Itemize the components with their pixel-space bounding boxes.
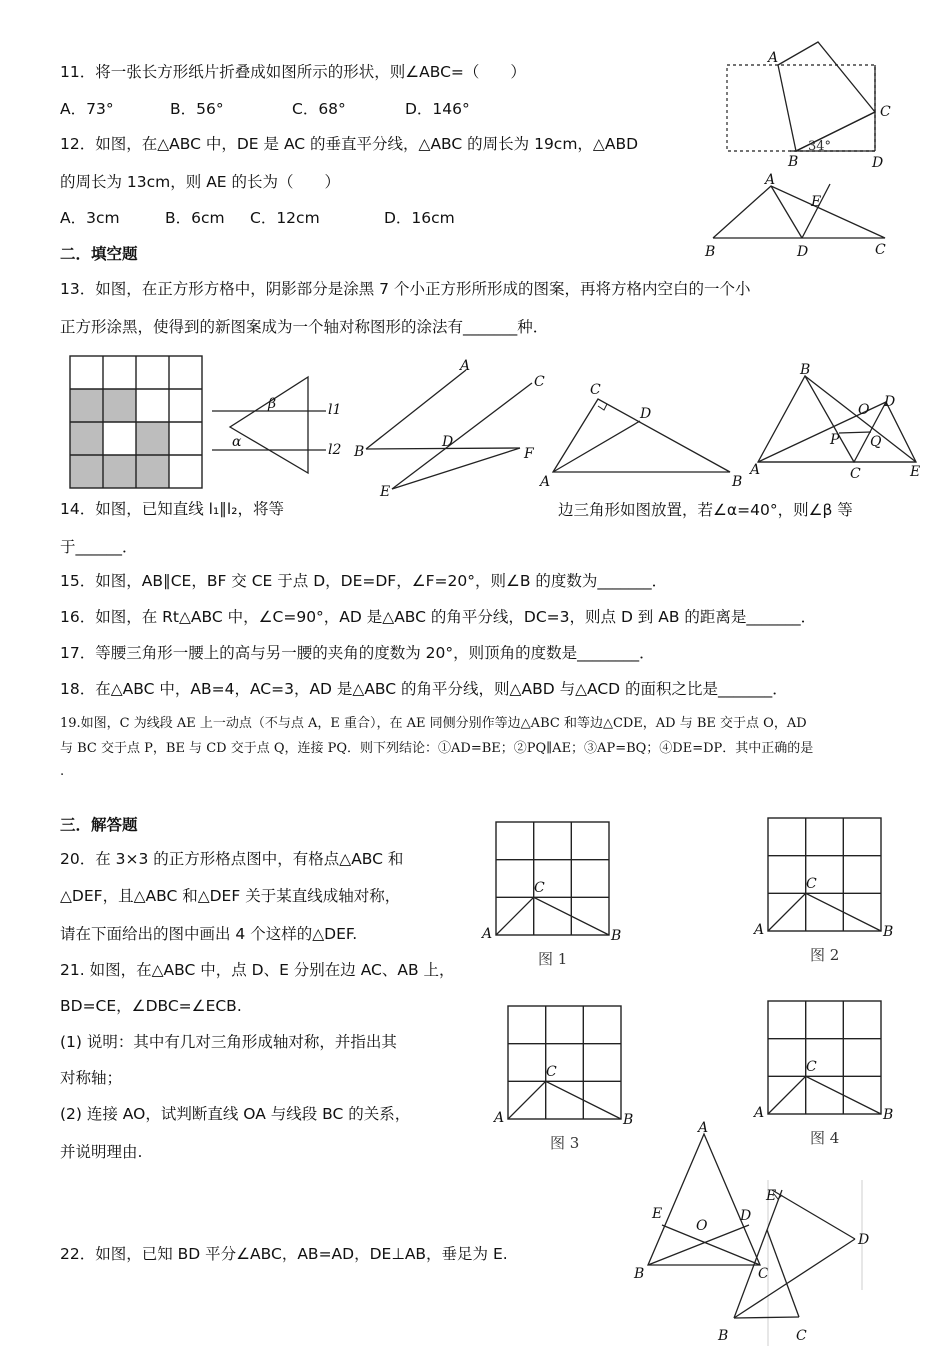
q22-label-e: E — [766, 1188, 777, 1204]
fold-label-a: A — [768, 50, 779, 66]
q22-figure — [712, 1180, 882, 1346]
q12-stem-line2: 的周长为 13cm，则 AE 的长为（ ） — [60, 173, 341, 191]
q21-label-b: B — [634, 1266, 645, 1282]
q14-label-alpha: α — [232, 434, 242, 450]
q14-stem-line2: 于______． — [60, 538, 138, 556]
q11-option-a: A．73° — [60, 100, 114, 118]
q22-stem: 22．如图，已知 BD 平分∠ABC，AB=AD，DE⊥AB，垂足为 E. — [60, 1245, 508, 1263]
q15-label-d: D — [442, 434, 454, 450]
fold-label-c: C — [880, 104, 891, 120]
grid4-label-a: A — [754, 1105, 765, 1121]
q19-label-b: B — [800, 362, 811, 378]
q22-label-c: C — [796, 1328, 807, 1344]
q21-part2-line2: 并说明理由. — [60, 1143, 143, 1161]
q21-part2-line1: (2) 连接 AO，试判断直线 OA 与线段 BC 的关系， — [60, 1105, 411, 1123]
q17-stem: 17．等腰三角形一腰上的高与另一腰的夹角的度数为 20°，则顶角的度数是________． — [60, 644, 655, 662]
q20-stem-line2: △DEF，且△ABC 和△DEF 关于某直线成轴对称， — [60, 887, 401, 905]
q19-label-c: C — [850, 466, 861, 482]
q19-label-p: P — [830, 432, 840, 448]
q15-label-a: A — [460, 358, 471, 374]
q21-label-o: O — [696, 1218, 708, 1234]
q19-equilateral-figure — [750, 362, 930, 482]
q16-stem: 16．如图，在 Rt△ABC 中，∠C=90°，AD 是△ABC 的角平分线，DC=3，则点 D 到 AB 的距离是_______． — [60, 608, 817, 626]
grid1-label-c: C — [534, 880, 545, 896]
q19-label-q: Q — [870, 434, 882, 450]
q14-stem-part2: 边三角形如图放置，若∠α=40°，则∠β 等 — [558, 501, 853, 519]
q11-fold-figure — [720, 40, 900, 170]
q12-option-c: C．12cm — [250, 209, 320, 227]
q21-label-e: E — [652, 1206, 663, 1222]
q19-label-o: O — [858, 402, 870, 418]
grid4-caption: 图 4 — [810, 1129, 840, 1147]
q12-stem-line1: 12．如图，在△ABC 中，DE 是 AC 的垂直平分线，△ABC 的周长为 19cm，△ABD — [60, 135, 639, 153]
q15-label-c: C — [534, 374, 545, 390]
q19-label-a: A — [750, 462, 761, 478]
grid3-label-a: A — [494, 1110, 505, 1126]
q16-label-d: D — [640, 406, 652, 422]
q19-stem-line3: . — [60, 764, 65, 779]
q13-grid-figure — [70, 356, 204, 490]
grid3-label-b: B — [623, 1112, 634, 1128]
q12-option-b: B．6cm — [165, 209, 225, 227]
q20-grid-figure-1 — [480, 816, 630, 976]
q12-label-a: A — [765, 172, 776, 188]
q15-figure — [350, 358, 555, 503]
q21-stem-line1: 21. 如图，在△ABC 中，点 D、E 分别在边 AC、AB 上， — [60, 961, 455, 979]
q11-option-d: D．146° — [405, 100, 470, 118]
grid2-label-a: A — [754, 922, 765, 938]
q20-grid-figure-3 — [492, 1000, 642, 1160]
q12-label-d: D — [797, 244, 809, 260]
grid2-label-b: B — [883, 924, 894, 940]
fold-label-d: D — [872, 155, 884, 171]
grid3-caption: 图 3 — [550, 1134, 580, 1152]
q12-triangle-figure — [705, 172, 895, 262]
q12-option-d: D．16cm — [384, 209, 455, 227]
q16-label-c: C — [590, 382, 601, 398]
q14-stem-part1: 14．如图，已知直线 l₁∥l₂，将等 — [60, 500, 284, 518]
grid4-label-b: B — [883, 1107, 894, 1123]
q20-stem-line1: 20．在 3×3 的正方形格点图中，有格点△ABC 和 — [60, 850, 404, 868]
q19-label-e: E — [910, 464, 921, 480]
q14-label-l2: l2 — [328, 442, 342, 458]
q14-label-l1: l1 — [328, 402, 342, 418]
q11-option-c: C．68° — [292, 100, 346, 118]
q14-parallel-lines-figure — [208, 370, 348, 480]
q16-label-a: A — [540, 474, 551, 490]
q11-stem: 11．将一张长方形纸片折叠成如图所示的形状，则∠ABC=（ ） — [60, 63, 526, 81]
q12-label-c: C — [875, 242, 886, 258]
q15-label-f: F — [524, 446, 534, 462]
q18-stem: 18．在△ABC 中，AB=4，AC=3，AD 是△ABC 的角平分线，则△ABD 与△ACD 的面积之比是_______． — [60, 680, 788, 698]
fold-label-b: B — [788, 154, 799, 170]
q21-stem-line2: BD=CE，∠DBC=∠ECB. — [60, 997, 242, 1015]
grid2-caption: 图 2 — [810, 946, 840, 964]
q22-label-b: B — [718, 1328, 729, 1344]
q19-stem-line2: 与 BC 交于点 P，BE 与 CD 交于点 Q，连接 PQ．则下列结论：①AD=BE；②PQ∥AE；③AP=BQ；④DE=DP．其中正确的是 — [60, 741, 814, 756]
fold-angle-label: 34° — [808, 139, 832, 154]
q22-label-d: D — [858, 1232, 870, 1248]
q13-stem-line2: 正方形涂黑，使得到的新图案成为一个轴对称图形的涂法有_______种． — [60, 318, 549, 336]
q19-label-d: D — [884, 394, 896, 410]
q15-label-e: E — [380, 484, 391, 500]
grid1-caption: 图 1 — [538, 950, 568, 968]
q19-stem-line1: 19.如图，C 为线段 AE 上一动点（不与点 A，E 重合），在 AE 同侧分别作等边△ABC 和等边△CDE，AD 与 BE 交于点 O，AD — [60, 716, 807, 731]
q21-label-d: D — [740, 1208, 752, 1224]
q14-label-beta: β — [268, 396, 277, 412]
q21-label-a: A — [698, 1120, 709, 1136]
grid4-label-c: C — [806, 1059, 817, 1075]
grid1-label-a: A — [482, 926, 493, 942]
q16-label-b: B — [732, 474, 743, 490]
q13-stem-line1: 13．如图，在正方形方格中，阴影部分是涂黑 7 个小正方形所形成的图案，再将方格内空白的一个小 — [60, 280, 751, 298]
q16-right-triangle-figure — [540, 378, 755, 488]
grid3-label-c: C — [546, 1064, 557, 1080]
q21-part1-line2: 对称轴； — [60, 1069, 123, 1087]
q20-stem-line3: 请在下面给出的图中画出 4 个这样的△DEF. — [60, 925, 358, 943]
q12-option-a: A．3cm — [60, 209, 120, 227]
q15-stem: 15．如图，AB∥CE，BF 交 CE 于点 D，DE=DF，∠F=20°，则∠B 的度数为_______． — [60, 572, 668, 590]
q11-option-b: B．56° — [170, 100, 224, 118]
q12-label-e: E — [811, 194, 822, 210]
section-fill-in-heading: 二．填空题 — [60, 245, 138, 263]
q21-part1-line1: (1) 说明：其中有几对三角形成轴对称，并指出其 — [60, 1033, 397, 1051]
q20-grid-figure-2 — [752, 810, 902, 970]
q21-label-c: C — [758, 1266, 769, 1282]
section-answer-heading: 三．解答题 — [60, 816, 138, 834]
grid2-label-c: C — [806, 876, 817, 892]
q15-label-b: B — [354, 444, 365, 460]
grid1-label-b: B — [611, 928, 622, 944]
q12-label-b: B — [705, 244, 716, 260]
